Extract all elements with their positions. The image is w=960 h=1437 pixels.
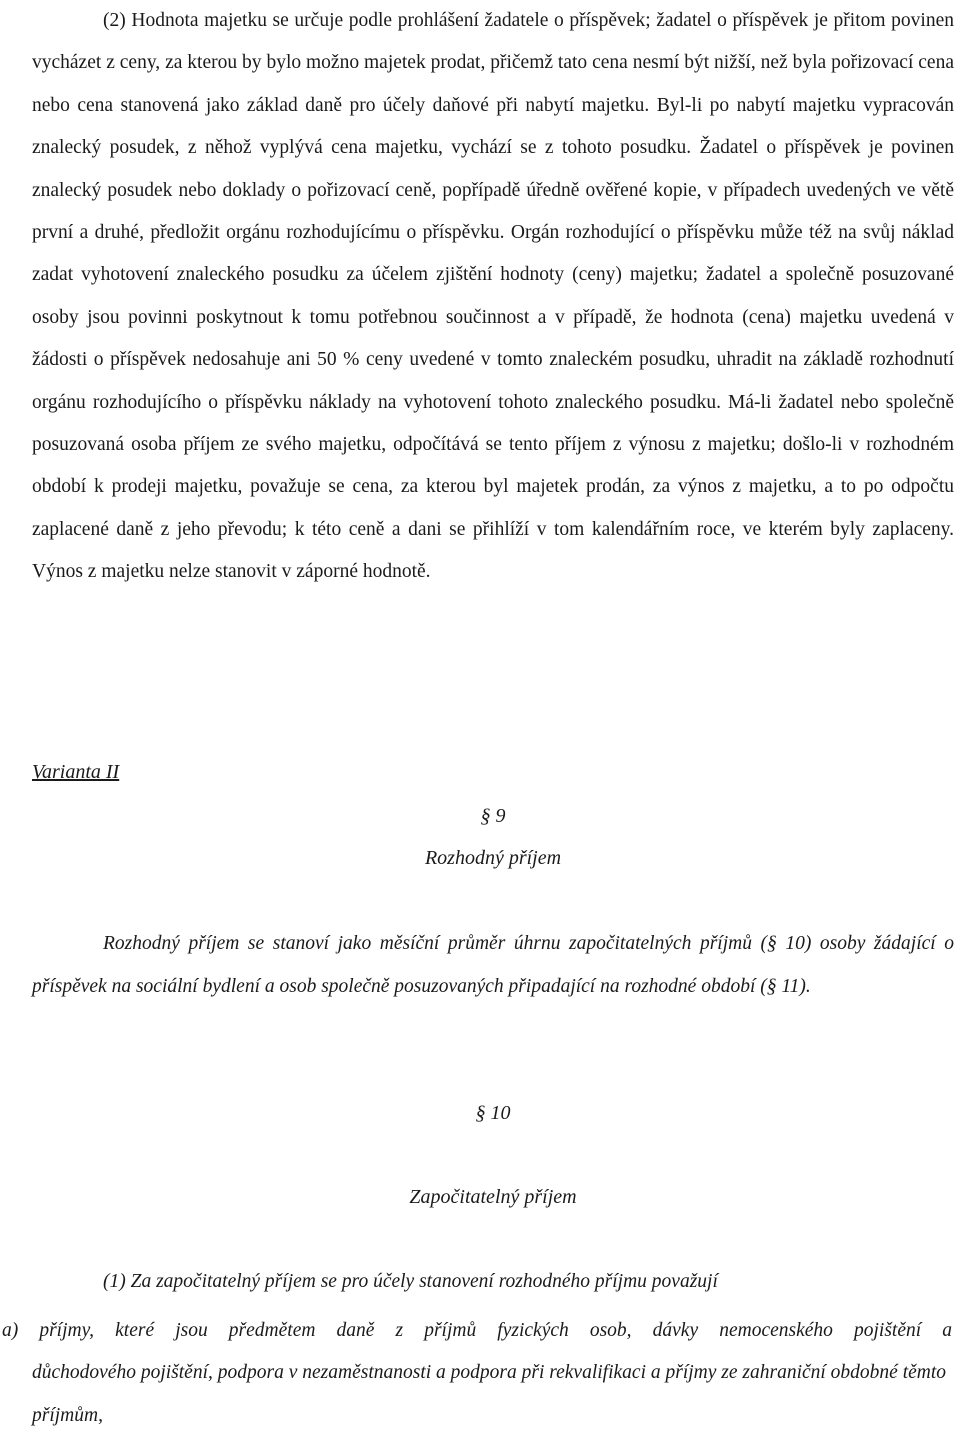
section-10-item-a <box>2 1310 952 1437</box>
paragraph-2-property-value: (2) Hodnota majetku se určuje podle prohlášení žadatele o příspěvek; žadatel o příspěvek je přitom povinen vycházet z ceny, za kterou by bylo možno majetek prodat, přičemž tato cena nesmí být nižší, než byla pořizovací cena nebo cena stanovená jako základ daně pro účely daňové při nabytí majetku. Byl-li po nabytí majetku vypracován znalecký posudek, z něhož vyplývá cena majetku, vychází se z tohoto posudku. Žadatel o příspěvek je povinen znalecký posudek nebo doklady o pořizovací ceně, popřípadě úředně ověřené kopie, v případech uvedených ve větě první a druhé, předložit orgánu rozhodujícímu o příspěvku. Orgán rozhodující o příspěvku může též na svůj náklad zadat vyhotovení znaleckého posudku za účelem zjištění hodnoty (ceny) majetku; žadatel a společně posuzované osoby jsou povinni poskytnout k tomu potřebnou součinnost a v případě, že hodnota (cena) majetku uvedená v žádosti o příspěvek nedosahuje ani 50 % ceny uvedené v tomto znaleckém posudku, uhradit na základě rozhodnutí orgánu rozhodujícího o příspěvku náklady na vyhotovení tohoto znaleckého posudku. Má-li žadatel nebo společně posuzovaná osoba příjem ze svého majetku, odpočítává se tento příjem z výnosu z majetku; došlo-li v rozhodném období k prodeji majetku, považuje se cena, za kterou byl majetek prodán, za výnos z majetku, a to po odpočtu zaplacené daně z jeho převodu; k této ceně a dani se přihlíží v tom kalendářním roce, ve kterém byly zaplaceny. Výnos z majetku nelze stanovit v záporné hodnotě. <box>32 10 954 583</box>
item-a-first-line: a) příjmy, které jsou předmětem daně z příjmů fyzických osob, dávky nemocenského pojištění a <box>2 1320 952 1341</box>
section-10-title: Započitatelný příjem <box>409 1186 577 1208</box>
variant-heading: Varianta II <box>32 761 120 783</box>
section-10-number: § 10 <box>475 1102 511 1124</box>
section-9-number: § 9 <box>480 805 506 827</box>
section-10-subsection-1-intro: (1) Za započitatelný příjem se pro účely stanovení rozhodného příjmu považují <box>103 1271 718 1292</box>
item-a-continuation: důchodového pojištění, podpora v nezaměstnanosti a podpora při rekvalifikaci a příjmy ze zahraniční obdobné těmto příjmům, <box>32 1362 947 1426</box>
section-9-title: Rozhodný příjem <box>424 847 562 869</box>
section-9-text: Rozhodný příjem se stanoví jako měsíční průměr úhrnu započitatelných příjmů (§ 10) osoby žádající o příspěvek na sociální bydlení a osob společně posuzovaných připadající na rozhodné období (§ 11). <box>32 933 954 997</box>
